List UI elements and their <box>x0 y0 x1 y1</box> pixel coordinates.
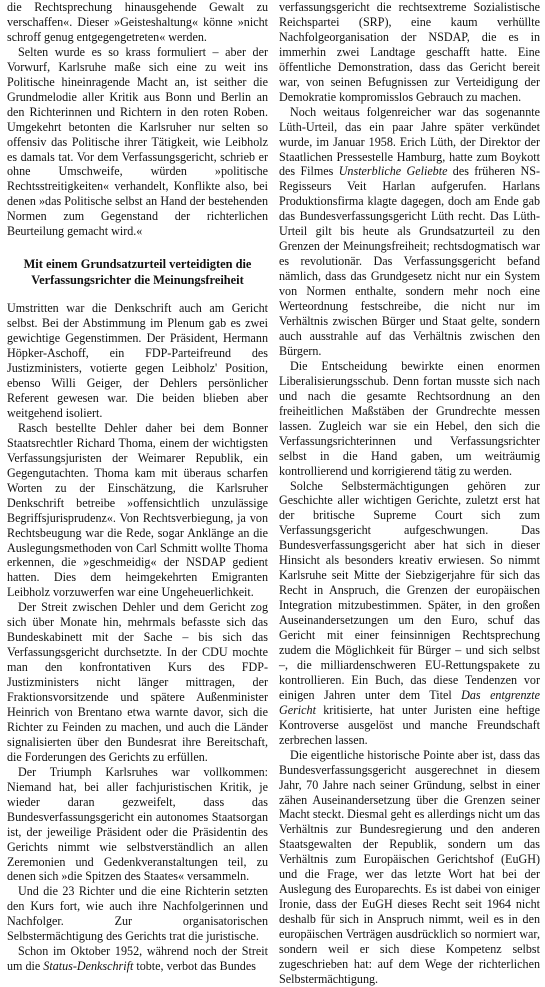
paragraph: Der Streit zwischen Dehler und dem Gericht zog sich über Monate hin, mehrmals befasste sich das Bundeskabinett mit der Sache – bis sich das Verfassungsgericht durchsetzte. In der CDU mochte man den konfrontativen Kurs des FDP-Justizministers nicht länger mittragen, der Fraktionsvorsitzende und spätere Außenminister Heinrich von Brentano etwa warnte davor, sich die Richter zu Feinden zu machen, und auch die Länder signalisierten über den Bundesrat ihre Bereitschaft, die Forderungen des Gerichts zu erfüllen. <box>7 600 268 764</box>
paragraph: Der Triumph Karlsruhes war vollkommen: Niemand hat, bei aller fachjuristischen Kritik, je wieder daran gezweifelt, dass das Bundesverfassungsgericht ein autonomes Staatsorgan ist, der jeweilige Präsident oder die Präsidentin des Gerichts nimmt wie selbstverständlich an allen Zeremonien und Gedenkveranstaltungen teil, zu denen sich »die Spitzen des Staates« versammeln. <box>7 764 268 884</box>
paragraph <box>279 479 540 748</box>
italic-title: Das entgrenzte Gericht <box>279 687 540 717</box>
paragraph <box>7 944 268 974</box>
italic-title: Unsterbliche Geliebte <box>338 164 448 179</box>
paragraph: Selten wurde es so krass formuliert – aber der Vorwurf, Karlsruhe maße sich eine zu weit ins Politische hineinragende Macht an, ist seither die Grundmelodie aller Kritik aus Bonn und Berlin an den Richterinnen und Richtern in den roten Roben. Umgekehrt betonten die Karlsruher nur selten so offensiv das Politische ihrer Tätigkeit, wie Leibholz es damals tat. Vor dem Verfassungsgericht, schrieb er ohne Umschweife, würden »politische Rechtsstreitigkeiten« verhandelt, Konflikte also, bei denen »das Politische selbst an Hand der bestehenden Normen zum Gegenstand der richterlichen Beurteilung gemacht wird.« <box>7 44 268 239</box>
text-run: des früheren NS-Regisseurs Veit Harlan aufgerufen. Harlans Produktionsfirma klagte dagegen, doch am Ende gab das Bundesverfassungsgericht Lüth recht. Das Lüth-Urteil gilt bis heute als Grundsatzurteil zu den Grenzen der Meinungsfreiheit; rechtsdogmatisch war es revolutionär. Das Verfassungsgericht befand nämlich, dass das Grundgesetz nicht nur ein System von Normen enthalte, sondern mehr noch eine Werteordnung festschreibe, die nicht nur im Verhältnis zwischen Bürger und Staat gelte, sondern auch ausstrahle auf das Verhältnis zwischen den Bürgern. <box>279 164 540 358</box>
paragraph: Die Entscheidung bewirkte einen enormen Liberalisierungsschub. Denn fortan musste sich nach und nach die gesamte Rechtsordnung an den freiheitlichen Maßstäben der Grundrechte messen lassen. Zugleich war sie ein Hebel, den sich die Verfassungsrichterinnen und Verfassungsrichter selbst in die Hand gaben, um weiträumig kontrollierend und korrigierend tätig zu werden. <box>279 358 540 478</box>
left-column <box>7 0 268 974</box>
section-heading: Mit einem Grundsatzurteil verteidigten die Verfassungsrichter die Meinungsfreiheit <box>23 257 252 287</box>
text-run: tobte, verbot das Bundes <box>133 959 256 974</box>
paragraph: Rasch bestellte Dehler daher bei dem Bonner Staatsrechtler Richard Thoma, einem der wichtigsten Verfassungsjuristen der Weimarer Republik, ein Gegengutachten. Thoma kam mit überaus scharfen Worten zu der Einschätzung, die Karlsruher Denkschrift betreibe »offensichtlich unzulässige Begriffsjurisprudenz«. Von Rechtsverbiegung, ja von Rechtsbeugung war die Rede, sogar Anklänge an die Auslegungsmethoden von Carl Schmitt wollte Thoma erkennen, die »geschmeidig« der NSDAP gedient hatten. Dies dem heimgekehrten Emigranten Leibholz vorzuwerfen war eine Ungeheuerlichkeit. <box>7 420 268 600</box>
text-run: Schon im Oktober 1952, während noch der Streit um die <box>7 944 268 974</box>
text-run: Solche Selbstermächtigungen gehören zur Geschichte aller wichtigen Gerichte, zuletzt erst hat der britische Supreme Court sich zum Verfassungsgericht aufgeschwungen. Das Bundesverfassungsgericht aber hat sich in dieser Hinsicht als besonders kreativ erwiesen. So nimmt Karlsruhe seit Mitte der Siebzigerjahre für sich das Recht in Anspruch, die Grenzen der europäischen Integration mitzubestimmen. Später, in den großen Auseinandersetzungen um den Euro, schuf das Gericht mit einer feinsinnigen Rechtsprechung zudem die Möglichkeit für Bürger – und sich selbst –, die milliardenschweren EU-Rettungspakete zu kontrollieren. Ein Buch, das diese Tendenzen vor einigen Jahren unter dem Titel <box>279 478 540 702</box>
paragraph: Die eigentliche historische Pointe aber ist, dass das Bundesverfassungsgericht ausgerechnet in diesem Jahr, 70 Jahre nach seiner Gründung, selbst in einer zähen Auseinandersetzung über die Grenzen seiner Macht steckt. Diesmal geht es allerdings nicht um das Verhältnis zur Bundesregierung und den anderen Staatsgewalten der Republik, sondern um das Verhältnis zum Europäischen Gerichtshof (EuGH) und die Frage, wer das letzte Wort hat bei der Auslegung des Europarechts. Es ist dabei von einiger Ironie, dass der EuGH dieses Recht seit 1964 nicht deshalb für sich in Anspruch nimmt, weil es in den europäischen Verträgen ausdrücklich so normiert war, sondern weil er sich diese Kompetenz selbst zugeschrieben hat: auf dem Wege der richterlichen Selbstermächtigung. <box>279 747 540 986</box>
paragraph: verfassungsgericht die rechtsextreme Sozialistische Reichspartei (SRP), eine kaum verhüllte Nachfolgeorganisation der NSDAP, die es in immerhin zwei Landtage geschafft hatte. Eine öffentliche Demonstration, dass das Gericht bereit war, von seinen Befugnissen zur Verteidigung der Demokratie kompromisslos Gebrauch zu machen. <box>279 0 540 104</box>
text-run: Noch weitaus folgenreicher war das sogenannte Lüth-Urteil, das ein paar Jahre später verkündet wurde, im Januar 1958. Erich Lüth, der Direktor der Staatlichen Pressestelle Hamburg, hatte zum Boykott des Filmes <box>279 104 540 179</box>
paragraph: Umstritten war die Denkschrift auch am Gericht selbst. Bei der Abstimmung im Plenum gab es zwei gewichtige Gegenstimmen. Der Präsident, Hermann Höpker-Aschoff, ein FDP-Parteifreund des Justizministers, votierte gegen Leibholz' Position, ebenso Willi Geiger, der Dehlers persönlicher Referent gewesen war. Die beiden blieben aber weitgehend isoliert. <box>7 301 268 420</box>
right-column <box>279 0 540 986</box>
italic-title: Status-Denkschrift <box>43 959 134 974</box>
paragraph: die Rechtsprechung hinausgehende Gewalt zu verschaffen«. Dieser »Geisteshaltung« könne »nicht schroff genug entgegengetreten« werden. <box>7 0 268 44</box>
text-run: kritisierte, hat unter Juristen eine heftige Kontroverse ausgelöst und manche Freundschaft zerbrechen lassen. <box>279 702 540 747</box>
paragraph: Und die 23 Richter und die eine Richterin setzten den Kurs fort, wie auch ihre Nachfolgerinnen und Nachfolger. Zur organisatorischen Selbstermächtigung des Gerichts trat die juristische. <box>7 884 268 944</box>
paragraph <box>279 105 540 359</box>
